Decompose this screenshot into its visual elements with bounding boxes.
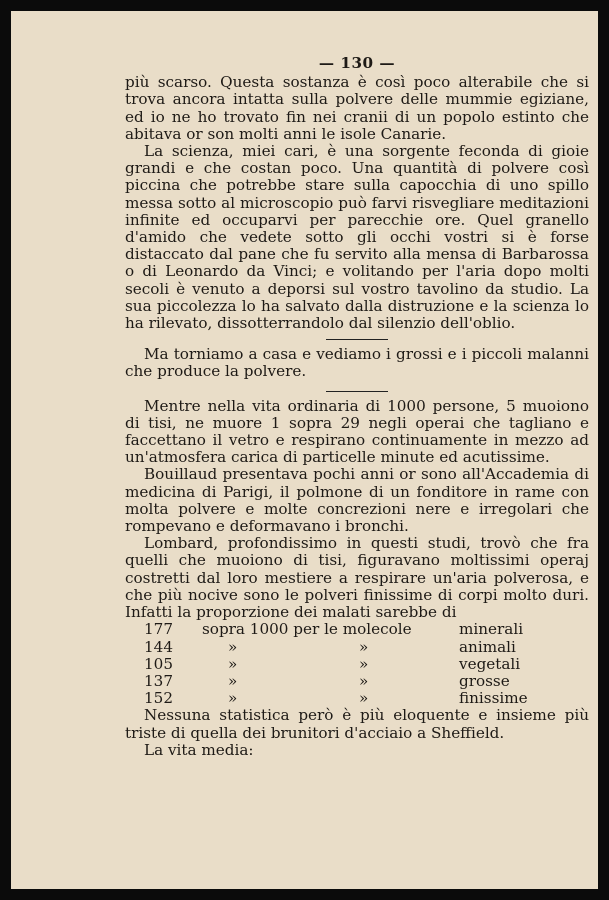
stats-row xyxy=(144,690,528,707)
stats-ditto: » xyxy=(359,671,369,690)
paragraph-lombard: Lombard, profondissimo in questi studi, trovò che fra quelli che muoiono di tisi, figuravano moltissimi operaj costretti dal loro mestiere a respirare un'aria polverosa, e che più nocive sono le polveri finissime di corpi molto duri. Infatti la proporzione dei malati sarebbe di xyxy=(125,534,589,622)
stats-ditto: » xyxy=(359,654,369,673)
stats-label: finissime xyxy=(459,689,528,708)
stats-row xyxy=(144,656,528,673)
paragraph-glass-workers: Mentre nella vita ordinaria di 1000 persone, 5 muoiono di tisi, ne muore 1 sopra 29 negli operai che tagliano e faccettano il vetro e respirano continuamente in mezzo ad un'atmosfera carica di particelle minute ed acutissime. xyxy=(125,396,589,467)
section-divider xyxy=(326,391,388,392)
stats-label: grosse xyxy=(459,671,510,690)
stats-number: 177 xyxy=(144,620,173,639)
paragraph-continuation: più scarso. Questa sostanza è così poco alterabile che si trova ancora intatta sulla polvere delle mummie egiziane, ed io ne ho trovato fin nei cranii di un popolo estinto che abitava or son molti anni le isole Canarie. xyxy=(125,73,589,143)
page-number: — 130 — xyxy=(318,54,396,72)
stats-ditto: » xyxy=(228,689,238,708)
paragraph-science: La scienza, miei cari, è una sorgente feconda di gioie grandi e che costan poco. Una quantità di polvere così piccina che potrebbe stare sulla capocchia di uno spillo messa sotto al microscopio può farvi risvegliare meditazioni infinite ed occuparvi per parecchie ore. Quel granello d'amido che vedete sotto gli occhi vostri si è forse distaccato dal pane che fu servito alla mensa di Barbarossa o di Leonardo da Vinci; e volitando per l'aria dopo molti secoli è venuto a deporsi sul vostro tavolino da studio. La sua piccolezza lo ha salvato dalla distruzione e la scienza lo ha rilevato, dissotterrandolo dal silenzio dell'oblio. xyxy=(125,142,589,333)
stats-label: animali xyxy=(459,637,516,656)
stats-ditto: » xyxy=(228,654,238,673)
section-divider xyxy=(326,339,388,340)
stats-row xyxy=(144,639,528,656)
stats-number: 137 xyxy=(144,671,173,690)
stats-number: 144 xyxy=(144,637,173,656)
stats-number: 105 xyxy=(144,654,173,673)
stats-label: minerali xyxy=(459,620,524,639)
stats-ditto: » xyxy=(359,637,369,656)
paragraph-vita-media: La vita media: xyxy=(144,740,254,759)
stats-label: vegetali xyxy=(459,654,521,673)
page-text-block xyxy=(125,55,589,759)
stats-row xyxy=(144,621,528,638)
stats-ditto: » xyxy=(228,671,238,690)
mortality-stats-table xyxy=(144,621,528,707)
stats-prefix: sopra 1000 per le molecole xyxy=(202,620,412,639)
stats-ditto: » xyxy=(359,689,369,708)
book-page xyxy=(11,11,598,889)
paragraph-sheffield: Nessuna statistica però è più eloquente e insieme più triste di quella dei brunitori d'acciaio a Sheffield. xyxy=(125,706,589,742)
stats-number: 152 xyxy=(144,689,173,708)
paragraph-bouillaud: Bouillaud presentava pochi anni or sono all'Accademia di medicina di Parigi, il polmone di un fonditore in rame con molta polvere e molte concrezioni nere e irregolari che rompevano e deformavano i bronchi. xyxy=(125,465,589,536)
stats-row xyxy=(144,673,528,690)
stats-ditto: » xyxy=(228,637,238,656)
paragraph-dust-ills: Ma torniamo a casa e vediamo i grossi e i piccoli malanni che produce la polvere. xyxy=(125,345,589,381)
